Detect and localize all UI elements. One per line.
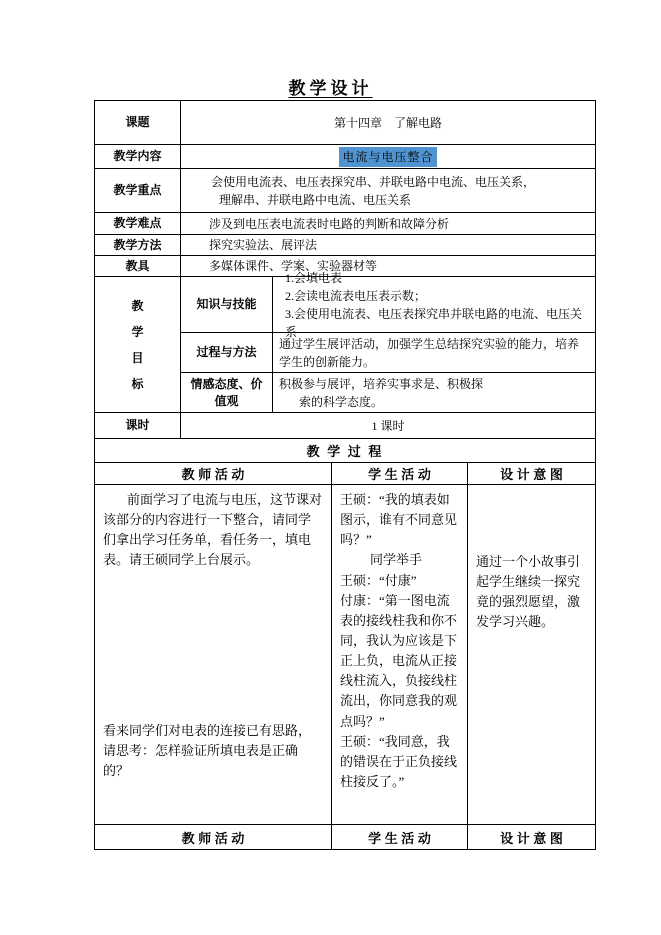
row-column-headers	[95, 463, 595, 485]
student-line-3: 王硕：“付康”	[340, 572, 417, 588]
teacher-paragraph-1: 前面学习了电流与电压，这节课对该部分的内容进行一下整合，请同学们拿出学习任务单，看任务一，填电表。请王硕同学上台展示。	[103, 492, 323, 568]
teaching-objectives-subrows	[181, 270, 595, 412]
topic-content: 第十四章 了解电路	[333, 115, 442, 130]
subrow-knowledge-skills	[181, 270, 595, 339]
process-method-cell	[273, 333, 595, 372]
knowledge-skills-line-2: 2.会读电流表电压表示数；	[285, 288, 427, 303]
teacher-paragraph-2: 看来同学们对电表的连接已有思路，请思考：怎样验证所填电表是正确的？	[103, 722, 312, 778]
teaching-method-label: 教学方法	[95, 235, 181, 255]
teacher-activity-cell	[95, 485, 332, 824]
teaching-difficulty-label: 教学难点	[95, 213, 181, 234]
design-intent-text: 通过一个小故事引起学生继续一探究竟的强烈愿望，激发学习兴趣。	[476, 554, 581, 630]
teaching-content-label: 教学内容	[95, 145, 181, 168]
row-teaching-difficulty	[95, 213, 595, 235]
row-activities	[95, 485, 595, 825]
emotion-values-line-2: 索的科学态度。	[299, 395, 384, 409]
row-class-hours	[95, 413, 595, 439]
design-intent-cell	[468, 485, 595, 824]
emotion-values-cell	[273, 373, 595, 413]
teacher-activity-header: 教 师 活 动	[95, 463, 332, 484]
process-method-text: 通过学生展评活动，加强学生总结探究实验的能力，培养学生的创新能力。	[279, 336, 580, 369]
lesson-plan-table	[94, 100, 596, 850]
teaching-focus-line-2: 理解串、并联电路中电流、电压关系	[219, 192, 412, 207]
footer-design-intent-header: 设 计 意 图	[500, 830, 563, 846]
teaching-process-title: 教 学 过 程	[306, 444, 384, 459]
process-method-label: 过程与方法	[181, 333, 273, 372]
knowledge-skills-line-3: 3.会使用电流表、电压表探究串并联电路的电流、电压关系	[285, 306, 583, 339]
row-topic	[95, 101, 595, 145]
footer-teacher-activity-header: 教 师 活 动	[95, 825, 332, 849]
teaching-method-cell: 探究实验法、展评法	[209, 238, 318, 252]
teaching-difficulty-cell: 涉及到电压表电流表时电路的判断和故障分析	[209, 216, 450, 231]
knowledge-skills-label: 知识与技能	[181, 277, 273, 332]
teaching-aids-label: 教具	[95, 256, 181, 276]
row-teaching-process	[95, 439, 595, 463]
highlighted-text: 电流与电压整合	[339, 147, 436, 167]
teaching-focus-line-1: 会使用电流表、电压表探究串、并联电路中电流、电压关系，	[211, 174, 536, 189]
document-title: 教学设计	[288, 79, 373, 98]
row-teaching-content	[95, 145, 595, 169]
student-line-1: 王硕：“我的填表如图示，谁有不同意见吗？”	[340, 492, 458, 548]
emotion-values-label: 情感态度、价值观	[181, 373, 273, 413]
student-activity-cell	[332, 485, 468, 824]
knowledge-skills-line-1: 1.会填电表	[285, 270, 343, 285]
class-hours-label: 课时	[95, 413, 181, 438]
teaching-focus-label: 教学重点	[95, 169, 181, 212]
student-activity-header: 学 生 活 动	[332, 463, 468, 484]
row-footer-headers	[95, 825, 595, 849]
student-line-5: 王硕：“我同意，我的错误在于正负接线柱接反了。”	[340, 733, 458, 789]
emotion-values-line-1: 积极参与展评，培养实事求是、积极探	[279, 377, 484, 391]
class-hours-cell: 1 课时	[371, 418, 405, 433]
student-line-4: 付康：“第一图电流表的接线柱我和你不同，我认为应该是下正上负，电流从正接线柱流入，负接线柱流出，你同意我的观点吗？”	[340, 592, 458, 729]
footer-student-activity-header: 学 生 活 动	[332, 825, 468, 849]
teaching-objectives-label: 教学目标	[131, 298, 144, 391]
teaching-content-cell	[181, 145, 595, 168]
subrow-process-method	[181, 333, 595, 373]
row-teaching-focus	[95, 169, 595, 213]
knowledge-skills-cell	[273, 270, 595, 339]
topic-label: 课题	[95, 101, 181, 144]
teaching-objectives-label-cell	[95, 277, 181, 412]
row-teaching-method	[95, 235, 595, 256]
subrow-emotion-values	[181, 373, 595, 413]
student-line-2: 同学举手	[370, 552, 423, 568]
design-intent-header: 设 计 意 图	[500, 467, 563, 482]
teaching-focus-cell	[181, 169, 595, 212]
row-teaching-objectives	[95, 270, 595, 413]
teaching-aids-cell: 多媒体课件、学案、实验器材等	[209, 259, 378, 273]
